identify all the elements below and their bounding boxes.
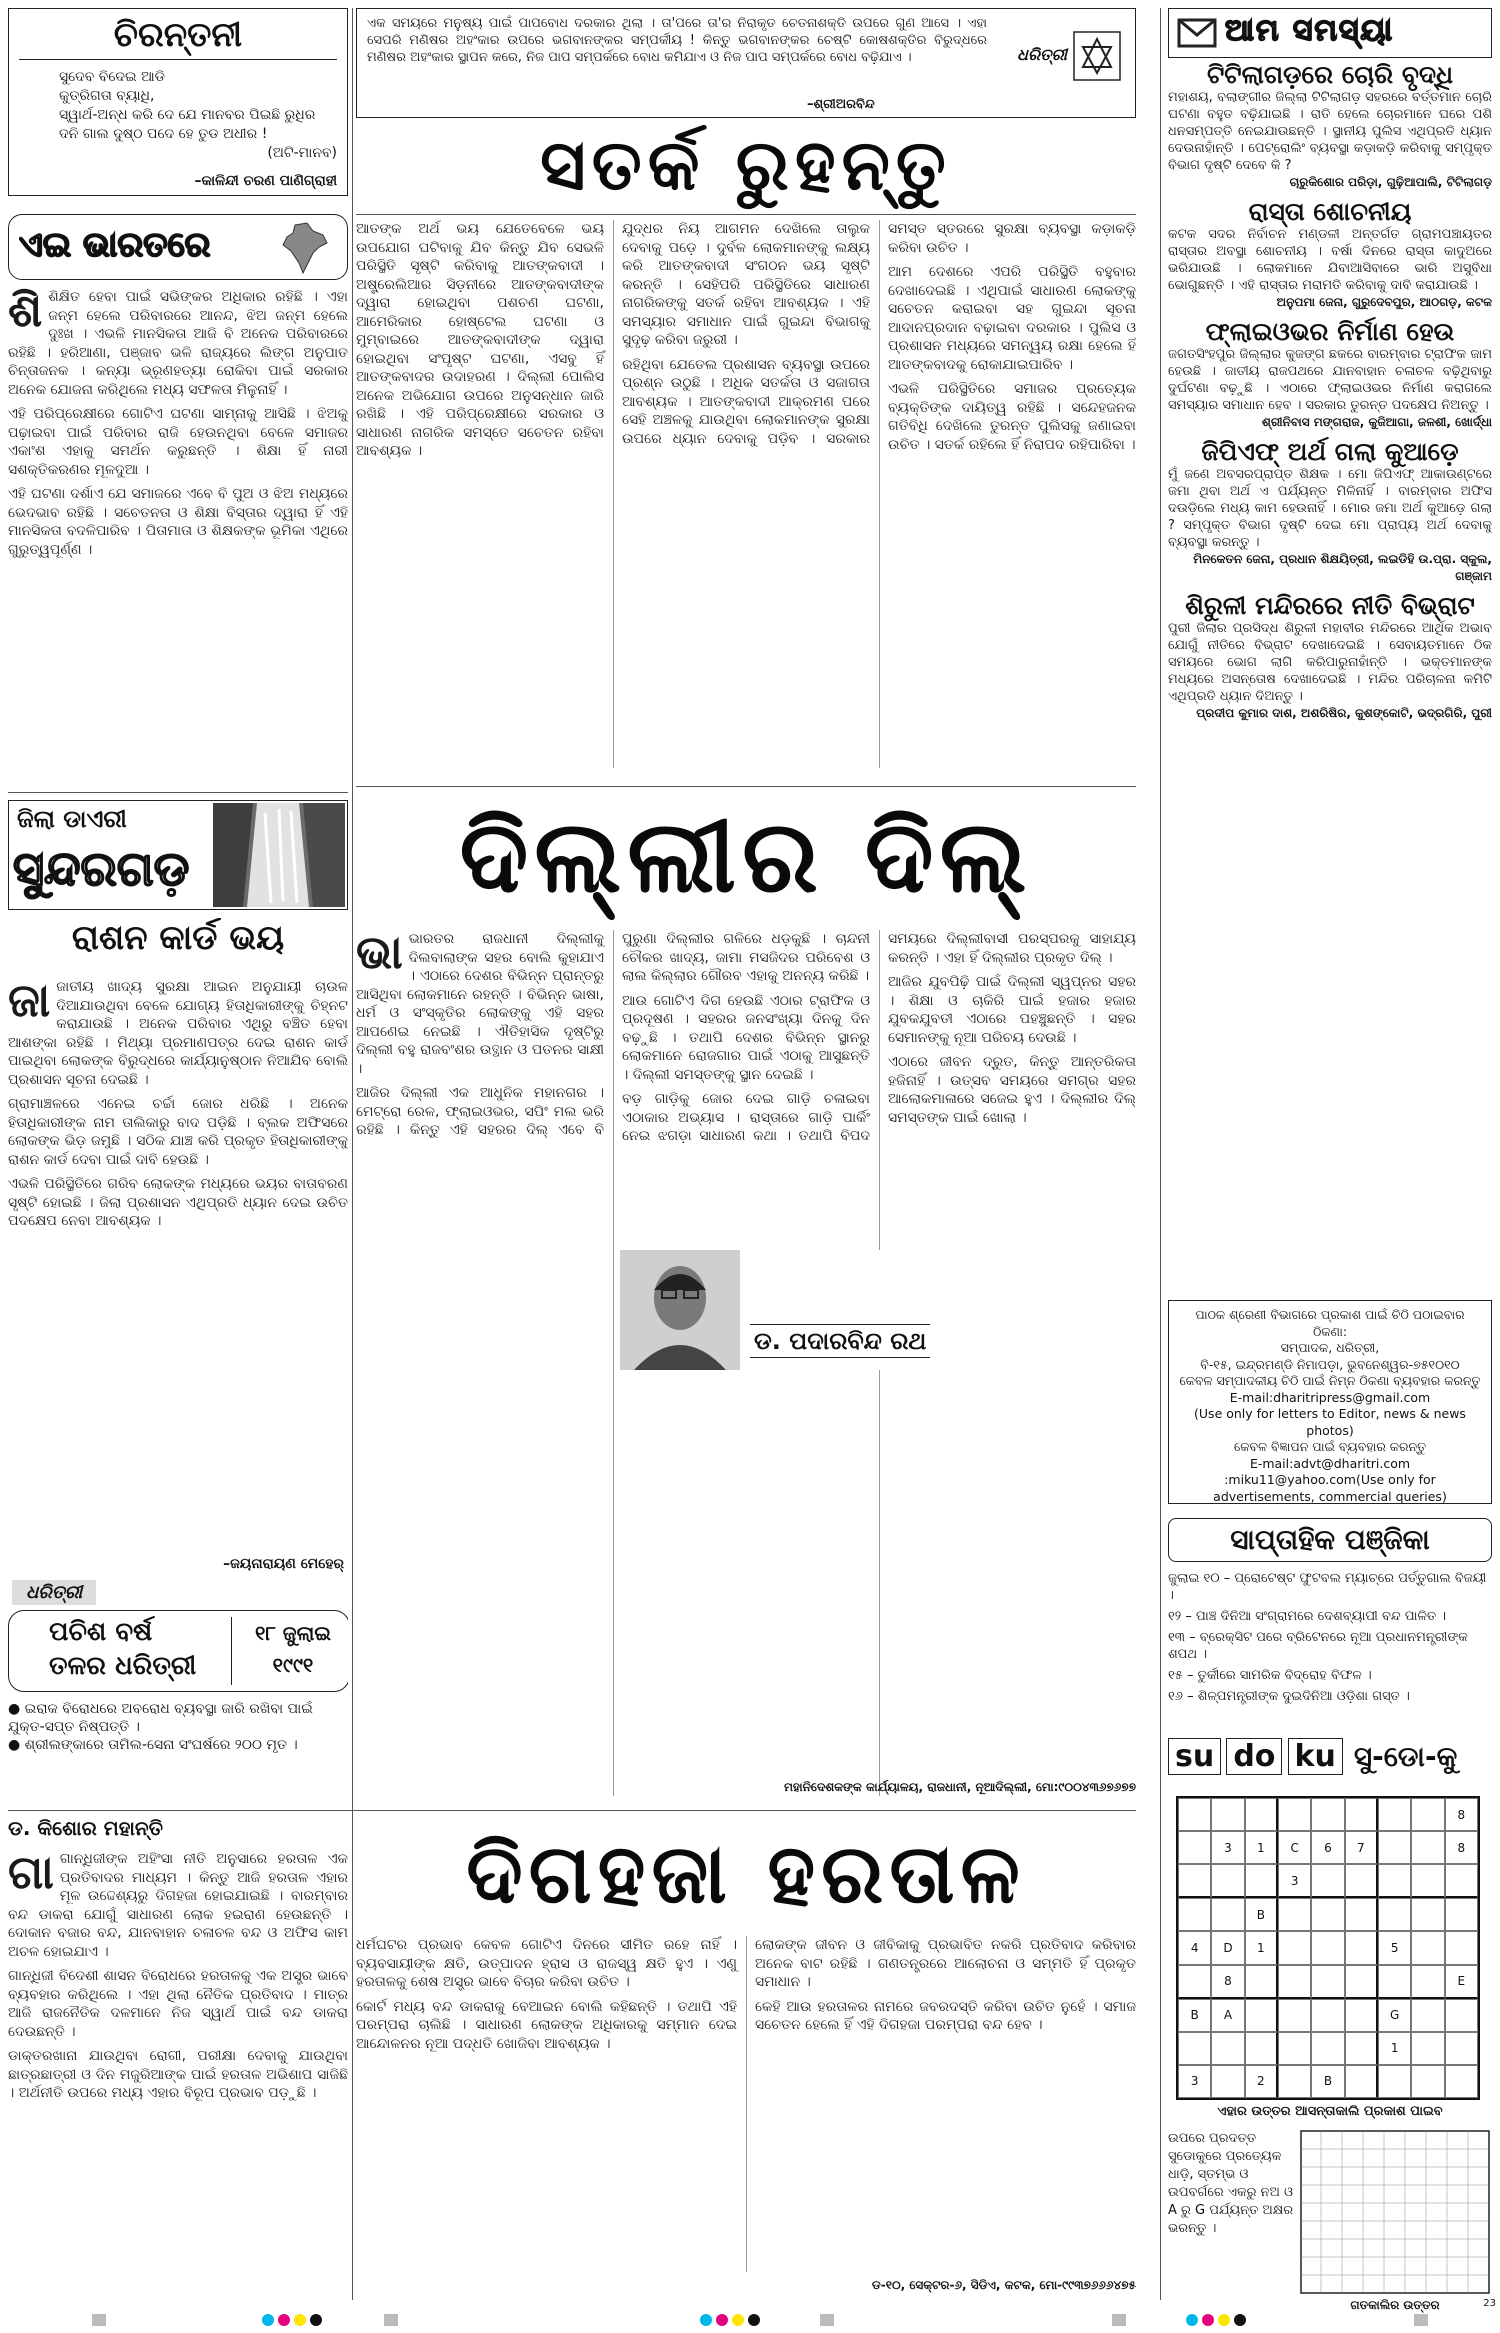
sudoku-cell[interactable] [1411,1864,1444,1898]
sudoku-cell[interactable]: 2 [1245,2065,1278,2098]
letter-title: ଶିରୁଳୀ ମନ୍ଦିରରେ ନୀତି ବିଭ୍ରାଟ [1185,591,1475,620]
sudoku-title [1168,1738,1492,1786]
dilli-paragraph: ଆଉ ଗୋଟିଏ ଦିଗ ହେଉଛି ଏଠାର ଟ୍ରାଫିକ ଓ ପ୍ରଦୂଷଣ । ସହରର ଜନସଂଖ୍ୟା ଦିନକୁ ଦିନ ବଢ଼ୁଛି । ତଥାପି ଦେଶର ବିଭିନ୍ନ ସ୍ଥାନରୁ ଲୋକମାନେ ରୋଜଗାର ପାଇଁ ଏଠାକୁ ଆସୁଛନ୍ତି । ଦିଲ୍ଲୀ ସମସ୍ତଙ୍କୁ ସ୍ଥାନ ଦେଇଛି । [622,992,870,1083]
zilla-district: ସୁନ୍ଦରଗଡ଼ [13,841,190,897]
saptahika-item: ଜୁଲାଇ ୧୦ – ପ୍ରୋଟେଷ୍ଟ ଫୁଟବଲ ମ୍ୟାଚ୍‌ରେ ପର୍ତ୍ତୁଗାଲ ବିଜୟୀ । [1168,1571,1487,1603]
aeebharat-paragraph: ଶିକ୍ଷିତ ହେବା ପାଇଁ ସଭିଙ୍କର ଅଧିକାର ରହିଛି । ଏହା ଜନ୍ମ ହେଲେ ପରିବାରରେ ଆନନ୍ଦ, ଝିଅ ଜନ୍ମ ହେଲେ ଦୁଃଖ । ଏଭଳି ମାନସିକତା ଆଜି ବି ଅନେକ ପରିବାରରେ ରହିଛି । ହରିଆଣା, ପଞ୍ଜାବ ଭଳି ରାଜ୍ୟରେ ଲିଙ୍ଗ ଅନୁପାତ ଚିନ୍ତାଜନକ । କନ୍ୟା ଭ୍ରୂଣହତ୍ୟା ରୋକିବା ପାଇଁ ସରକାର ଅନେକ ଯୋଜନା କରିଥିଲେ ମଧ୍ୟ ସଫଳତା ମିଳୁନାହିଁ । [8,289,348,398]
dilli-paragraph: ଭାରତର ରାଜଧାନୀ ଦିଲ୍ଲୀକୁ ଦିଲବାଲାଙ୍କ ସହର ବୋଲି କୁହାଯାଏ । ଏଠାରେ ଦେଶର ବିଭିନ୍ନ ପ୍ରାନ୍ତରୁ ଆସିଥିବା ଲୋକମାନେ ରହନ୍ତି । ବିଭିନ୍ନ ଭାଷା, ଧର୍ମ ଓ ସଂସ୍କୃତିର ଲୋକଙ୍କୁ ଏହି ସହର ଆପଣେଇ ନେଇଛି । ଐତିହାସିକ ଦୃଷ୍ଟିରୁ ଦିଲ୍ଲୀ ବହୁ ରାଜବଂଶର ଉତ୍ଥାନ ଓ ପତନର ସାକ୍ଷୀ । [356,931,604,1077]
editorial1-paragraph: ଯୁଦ୍ଧର ନିୟ ଆଗମନ ଦେଖିଲେ ତାଲୁକ ଦେବାକୁ ପଡ଼େ । ଦୁର୍ବଳ ଲୋକମାନଙ୍କୁ ଲକ୍ଷ୍ୟ କରି ଆତଙ୍କବାଦୀ ସଂଗଠନ ଭୟ ସୃଷ୍ଟି କରନ୍ତି । ସେହିପରି ପରିସ୍ଥିତିରେ ସାଧାରଣ ନାଗରିକଙ୍କୁ ସତର୍କ ରହିବା ଆବଶ୍ୟକ । ଏହି ସମସ୍ୟାର ସମାଧାନ ପାଇଁ ଗୁଇନ୍ଦା ବିଭାଗକୁ ସୁଦୃଢ଼ କରିବା ଜରୁରୀ । [622,221,870,348]
sudoku-cell[interactable] [1345,1931,1378,1964]
sudoku-cell[interactable] [1311,1864,1344,1898]
letter-text: ଜଗତସିଂହପୁର ଜିଲ୍ଲାର କୁଜଙ୍ଗ ଛକରେ ବାରମ୍ବାର ଟ୍ରାଫିକ ଜାମ ହେଉଛି । ଜାତୀୟ ରାଜପଥରେ ଯାନବାହାନ ଚଳାଚଳ ବଢ଼ିଥିବାରୁ ଦୁର୍ଘଟଣା ବଢ଼ୁଛି । ଏଠାରେ ଫ୍ଲାଇଓଭର ନିର୍ମାଣ କରାଗଲେ ସମସ୍ୟାର ସମାଧାନ ହେବ । ସରକାର ତୁରନ୍ତ ପଦକ୍ଷେପ ନିଅନ୍ତୁ । [1168,347,1492,413]
sudoku-cell[interactable] [1345,1965,1378,1999]
sudoku-cell[interactable] [1311,1798,1344,1831]
poem-source: (ଅଟି-ମାନବ) [267,145,337,161]
sudoku-cell[interactable] [1278,1965,1311,1999]
sudoku-title-do: do [1226,1738,1282,1775]
zilla-paragraph: ଜାତୀୟ ଖାଦ୍ୟ ସୁରକ୍ଷା ଆଇନ ଅନୁଯାୟୀ ଚାଉଳ ଦିଆଯାଉଥିବା ବେଳେ ଯୋଗ୍ୟ ହିତାଧିକାରୀଙ୍କୁ ଚିହ୍ନଟ କରାଯାଉଛି । ଅନେକ ପରିବାର ଏଥିରୁ ବଞ୍ଚିତ ହେବା ଆଶଙ୍କା ରହିଛି । ମିଥ୍ୟା ପ୍ରମାଣପତ୍ର ଦେଇ ରାଶନ କାର୍ଡ ପାଇଥିବା ଲୋକଙ୍କ ବିରୁଦ୍ଧରେ କାର୍ଯ୍ୟାନୁଷ୍ଠାନ ନିଆଯିବ ବୋଲି ପ୍ରଶାସନ ସୂଚନା ଦେଇଛି । [8,979,348,1088]
sudoku-cell[interactable] [1211,2032,1244,2065]
poem-line: ସୁଦେବ ବିଦେଇ ଆଡି [59,69,165,85]
digahaja-paragraph: ଗାନ୍ଧିଜୀ ବିଦେଶୀ ଶାସନ ବିରୋଧରେ ହରତାଳକୁ ଏକ ଅସ୍ତ୍ର ଭାବେ ବ୍ୟବହାର କରିଥିଲେ । ଏହା ଥିଲା ନୈତିକ ପ୍ରତିବାଦ । ମାତ୍ର ଆଜି ରାଜନୈତିକ ଦଳମାନେ ନିଜ ସ୍ୱାର୍ଥ ପାଇଁ ବନ୍ଦ ଡାକରା ଦେଉଛନ୍ତି । [8,1968,348,2040]
saptahika-title: ସାପ୍ତାହିକ ପଞ୍ଜିକା [1230,1523,1430,1556]
dilli-address: ମହାନିଦେଶକଙ୍କ କାର୍ଯ୍ୟାଳୟ, ରାଜଧାନୀ, ନୂଆଦିଲ୍ଲୀ, ମୋ:୯୦୦୪୩୬୭୬୭୭ [783,1780,1136,1794]
contact-line: ପାଠକ ଶ୍ରେଣୀ ବିଭାଗରେ ପ୍ରକାଶ ପାଇଁ ଚିଠି ପଠାଇବାର ଠିକଣା: [1195,1307,1465,1339]
sudoku-cell[interactable]: B [1311,2065,1344,2098]
editorial1-paragraph: ଆମ ଦେଶରେ ଏପରି ପରିସ୍ଥିତି ବହୁବାର ଦେଖାଦେଇଛି । ଏଥିପାଇଁ ସାଧାରଣ ଲୋକଙ୍କୁ ସଚେତନ କରାଇବା ସହ ଗୁଇନ୍ଦା ସୂଚନା ଆଦାନପ୍ରଦାନ ବଢ଼ାଇବା ଦରକାର । ପୁଲିସ ଓ ପ୍ରଶାସନ ମଧ୍ୟରେ ସମନ୍ୱୟ ରକ୍ଷା ହେଲେ ହିଁ ଆତଙ୍କବାଦକୁ ରୋକାଯାଇପାରିବ । [888,264,1136,373]
waterfall-photo [213,803,345,907]
editorial1-body [356,220,1136,768]
dilli-author: ଡ. ପଦାରବିନ୍ଦ ରଥ [750,1324,930,1358]
sudoku-cell[interactable] [1311,1965,1344,1999]
dilli-paragraph: ଆଜିର ଯୁବପିଢ଼ି ପାଇଁ ଦିଲ୍ଲୀ ସ୍ୱପ୍ନର ସହର । ଶିକ୍ଷା ଓ ଚାକିରି ପାଇଁ ହଜାର ହଜାର ଯୁବକଯୁବତୀ ଏଠାରେ ପହଞ୍ଚୁଛନ୍ତି । ସହର ସେମାନଙ୍କୁ ନୂଆ ପରିଚୟ ଦେଉଛି । [888,974,1136,1046]
sudoku-cell[interactable]: 3 [1178,2065,1211,2098]
pachisha-date: ୧୮ ଜୁଲାଇ ୧୯୯୧ [231,1617,348,1685]
zilla-paragraph: ଏଭଳି ପରିସ୍ଥିତିରେ ଗରିବ ଲୋକଙ୍କ ମଧ୍ୟରେ ଭୟର ବାତାବରଣ ସୃଷ୍ଟି ହୋଇଛି । ଜିଲା ପ୍ରଶାସନ ଏଥିପ୍ରତି ଧ୍ୟାନ ଦେଇ ଉଚିତ ପଦକ୍ଷେପ ନେବା ଆବଶ୍ୟକ । [8,1176,348,1229]
letter-title: ରାସ୍ତା ଶୋଚନୀୟ [1248,197,1412,226]
sudoku-title-su: su [1168,1738,1221,1775]
sudoku-cell[interactable] [1378,1898,1411,1931]
saptahika-item: ୧୨ – ପାଞ୍ଚ ଦିନିଆ ସଂଗ୍ରାମରେ ଦେଶବ୍ୟାପୀ ବନ୍ଦ ପାଳିତ । [1168,1609,1447,1624]
sudoku-cell[interactable]: D [1211,1931,1244,1964]
sudoku-cell[interactable] [1445,2065,1478,2098]
editor-email-link[interactable]: E-mail:dharitripress@gmail.com [1229,1389,1431,1405]
digahaja-body-left [8,1850,348,2290]
digahaja-paragraph: କୋର୍ଟ ମଧ୍ୟ ବନ୍ଦ ଡାକରାକୁ ବେଆଇନ ବୋଲି କହିଛନ୍ତି । ତଥାପି ଏହି ପରମ୍ପରା ଚାଲିଛି । ସାଧାରଣ ଲୋକଙ୍କ ଅଧିକାରକୁ ସମ୍ମାନ ଦେଇ ଆନ୍ଦୋଳନର ନୂଆ ପଦ୍ଧତି ଖୋଜିବା ଆବଶ୍ୟକ । [356,1998,737,2052]
sudoku-answer-label: ଗତକାଲିର ଉତ୍ତର [1350,2298,1440,2312]
letter-signature: ଅନୁପମା ଜେନା, ଗୁରୁଦେବପୁର, ଆଠଗଡ଼, କଟକ [1276,295,1492,309]
sudoku-cell[interactable] [1278,1798,1311,1831]
contact-note: (Use only for letters to Editor, news & news photos) [1194,1406,1466,1438]
poem-line: ସ୍ୱାର୍ଥ-ଅନ୍ଧ କରି ଦେ ଯେ ମାନବର ପିଇଛି ରୁଧିର [59,107,316,123]
sudoku-cell[interactable] [1211,2065,1244,2098]
dilli-paragraph: ଆଜିର ଦିଲ୍ଲୀ ଏକ ଆଧୁନିକ ମହାନଗର । ମେଟ୍ରୋ ରେଳ, ଫ୍ଲାଇଓଭର, ସପିଂ ମଲ ଭରି ରହିଛି । କିନ୍ତୁ ଏହି ସହରର ଦିଲ୍ ଏବେ ବି ପୁରୁଣା ଦିଲ୍ଲୀର ଗଳିରେ ଧଡ଼କୁଛି । ଚାନ୍ଦନୀ ଚୌକର ଖାଦ୍ୟ, ଜାମା ମସଜିଦର ପରିବେଶ ଓ ଲାଲ କିଲ୍ଲାର ଗୌରବ ଏହାକୁ ଅନନ୍ୟ କରିଛି । [356,931,870,1138]
dropcap: ଜା [8,978,51,1027]
sudoku-cell[interactable] [1245,1798,1278,1831]
sudoku-cell[interactable]: B [1178,1999,1211,2032]
sudoku-cell[interactable] [1378,1965,1411,1999]
sudoku-cell[interactable] [1211,1864,1244,1898]
sudoku-cell[interactable]: 3 [1211,1831,1244,1864]
letter-text: ମହାଶୟ, ବଲାଙ୍ଗୀର ଜିଲ୍ଲା ଟିଟିଲାଗଡ଼ ସହରରେ ବର୍ତ୍ତମାନ ଚୋରି ଘଟଣା ବହୁତ ବଢ଼ିଯାଇଛି । ରାତି ହେଲେ ଚୋରମାନେ ଘରେ ପଶି ଧନସମ୍ପତ୍ତି ନେଇଯାଉଛନ୍ତି । ସ୍ଥାନୀୟ ପୁଲିସ ଏଥିପ୍ରତି ଧ୍ୟାନ ଦେଉନାହାଁନ୍ତି । ପେଟ୍ରୋଲିଂ ବ୍ୟବସ୍ଥା କଡ଼ାକଡ଼ି କରିବାକୁ ସମ୍ପୃକ୍ତ ବିଭାଗ ଦୃଷ୍ଟି ଦେବେ କି ? [1168,90,1492,173]
sudoku-cell[interactable]: 8 [1211,1965,1244,1999]
digahaja-address: ଡ-୧୦, ସେକ୍ଟର-୬, ସିଡିଏ, କଟକ, ମୋ-୯୯୩୭୬୬୬୪୭୫ [871,2278,1136,2292]
sudoku-cell[interactable] [1411,1965,1444,1999]
sudoku-cell[interactable] [1178,1965,1211,1999]
sudoku-cell[interactable] [1378,2065,1411,2098]
sudoku-cell[interactable]: 1 [1245,1831,1278,1864]
sudoku-cell[interactable]: 4 [1178,1931,1211,1964]
digahaja-paragraph: ଗାନ୍ଧିଜୀଙ୍କ ଅହିଂସା ନୀତି ଅନୁସାରେ ହରତାଳ ଏକ ପ୍ରତିବାଦର ମାଧ୍ୟମ । କିନ୍ତୁ ଆଜି ହରତାଳ ଏହାର ମୂଳ ଉଦ୍ଦେଶ୍ୟରୁ ଦିଗହଜା ହୋଇଯାଇଛି । ବାରମ୍ବାର ବନ୍ଦ ଡାକରା ଯୋଗୁଁ ସାଧାରଣ ଲୋକ ହଇରାଣ ହେଉଛନ୍ତି । ଦୋକାନ ବଜାର ବନ୍ଦ, ଯାନବାହାନ ଚଳାଚଳ ବନ୍ଦ ଓ ଅଫିସ କାମ ଅଚଳ ହୋଇଯାଏ । [8,1851,348,1960]
digahaja-paragraph: ଡାକ୍ତରଖାନା ଯାଉଥିବା ରୋଗୀ, ପରୀକ୍ଷା ଦେବାକୁ ଯାଉଥିବା ଛାତ୍ରଛାତ୍ରୀ ଓ ଦିନ ମଜୁରିଆଙ୍କ ପାଇଁ ହରତାଳ ଅଭିଶାପ ସାଜିଛି । ଅର୍ଥନୀତି ଉପରେ ମଧ୍ୟ ଏହାର ବିରୂପ ପ୍ରଭାବ ପଡ଼ୁଛି । [8,2048,348,2101]
sudoku-cell[interactable] [1278,2032,1311,2065]
saptahika-item: ୧୩ – ବ୍ରେକ୍ସିଟ ପରେ ବ୍ରିଟେନରେ ନୂଆ ପ୍ରଧାନମନ୍ତ୍ରୀଙ୍କ ଶପଥ । [1168,1630,1468,1662]
masthead-logo: ଧରିତ୍ରୀ [1017,45,1067,64]
digahaja-author: ଡ. କିଶୋର ମହାନ୍ତି [8,1816,163,1840]
editorial1-paragraph: ରହିଥିବା ଯେତେଲ ପ୍ରଶାସନ ବ୍ୟବସ୍ଥା ଉପରେ ପ୍ରଶ୍ନ ଉଠୁଛି । ଅଧିକ ସତର୍କତା ଓ ସଜାଗତା ଆବଶ୍ୟକ । ଆତଙ୍କବାଦୀ ଆକ୍ରମଣ ପରେ ସେହି ଅଞ୍ଚଳକୁ ଯାଉଥିବା ଲୋକମାନଙ୍କ ସୁରକ୍ଷା ଉପରେ ଧ୍ୟାନ ଦେବାକୁ ପଡ଼ିବ । ସରକାର ସମସ୍ତ ସ୍ତରରେ ସୁରକ୍ଷା ବ୍ୟବସ୍ଥା କଡ଼ାକଡ଼ି କରିବା ଉଚିତ । [622,221,1136,447]
sudoku-cell[interactable] [1311,2032,1344,2065]
sudoku-cell[interactable]: 7 [1345,1831,1378,1864]
letter-signature: ପ୍ରଦୀପ କୁମାର ଦାଶ, ଅଶରିଷିର, କୁଶଙ୍କୋଟି, ଭଦ୍ରଗିରି, ପୁରୀ [1196,706,1492,720]
dilli-author-box [620,1250,980,1370]
dilli-title: ଦିଲ୍ଲୀର ଦିଲ୍ [459,798,1033,915]
sudoku-cell[interactable] [1211,1798,1244,1831]
india-map-icon [277,221,331,275]
sudoku-cell[interactable] [1311,1999,1344,2032]
letter-title: ଜିପିଏଫ୍ ଅର୍ଥ ଗଲା କୁଆଡ଼େ [1201,437,1459,466]
sudoku-cell[interactable] [1445,1999,1478,2032]
sudoku-cell[interactable] [1311,1898,1344,1931]
aeebharat-paragraph: ଏହି ପରିପ୍ରେକ୍ଷୀରେ ଗୋଟିଏ ଘଟଣା ସାମ୍ନାକୁ ଆସିଛି । ଝିଅକୁ ପଢ଼ାଇବା ପାଇଁ ପରିବାର ରାଜି ହେଉନଥିବା ବେଳେ ସମାଜର ଏକାଂଶ ଏହାକୁ ସମର୍ଥନ କରୁଛନ୍ତି । ଶିକ୍ଷା ହିଁ ନାରୀ ସଶକ୍ତିକରଣର ମୂଳଦୁଆ । [8,406,348,478]
aeebharat-paragraph: ଏହି ଘଟଣା ଦର୍ଶାଏ ଯେ ସମାଜରେ ଏବେ ବି ପୁଅ ଓ ଝିଅ ମଧ୍ୟରେ ଭେଦଭାବ ରହିଛି । ସଚେତନତା ଓ ଶିକ୍ଷା ବିସ୍ତାର ଦ୍ୱାରା ହିଁ ଏହି ମାନସିକତା ବଦଳିପାରିବ । ପିତାମାତା ଓ ଶିକ୍ଷକଙ୍କ ଭୂମିକା ଏଥିରେ ଗୁରୁତ୍ୱପୂର୍ଣ୍ଣ । [8,486,348,558]
sudoku-cell[interactable] [1445,2032,1478,2065]
poet-name: –କାଳିନ୍ଦୀ ଚରଣ ପାଣିଗ୍ରାହୀ [194,173,337,189]
digahaja-body-right [356,1936,1136,2272]
ama-samasya-title: ଆମ ସମସ୍ୟା [1225,13,1395,48]
sudoku-cell[interactable] [1178,1864,1211,1898]
ama-samasya-header [1168,8,1492,58]
sudoku-cell[interactable] [1411,1931,1444,1964]
advt-email-link[interactable]: E-mail:advt@dharitri.com [1249,1455,1411,1471]
contact-line: ବି-୧୫, ଇନ୍ଦ୍ରମଣ୍ଡି ନିମାପଡ଼ା, ଭୁବନେଶ୍ୱର-୭୫୧୦୧୦ [1200,1356,1460,1372]
sudoku-cell[interactable] [1378,1864,1411,1898]
zilla-label: ଜିଲା ଡାଏରୀ [17,805,127,833]
sudoku-cell[interactable]: 6 [1311,1831,1344,1864]
sudoku-cell[interactable]: E [1445,1965,1478,1999]
quote-text: ଏକ ସମୟରେ ମନୁଷ୍ୟ ପାଇଁ ପାପବୋଧ ଦରକାର ଥିଲା । ତା'ପରେ ତା'ର ନିରାକୃତ ଚେତନାଶକ୍ତି ଉପରେ ଗୁଣ ଆସେ । ଏହା ସେପରି ମଣିଷର ଅହଂକାର ଉପରେ ଭଗବାନଙ୍କର ସମ୍ପର୍କୀୟ ! କିନ୍ତୁ ଭଗବାନଙ୍କର ଚେଷ୍ଟି କୋଷଶକ୍ତିର ବିରୁଦ୍ଧରେ ମଣିଷର ଅହଂକାର ସ୍ଥାପନ କରେ, ନିଜ ପାପ ସମ୍ପର୍କରେ ବୋଧ କମିଯାଏ ଓ ନିଜ ପାପ ସମ୍ପର୍କରେ ବୋଧ ବଢ଼ିଯାଏ । [367,16,987,65]
sudoku-cell[interactable] [1445,1864,1478,1898]
sudoku-cell[interactable] [1445,1931,1478,1964]
sudoku-title-ku: ku [1288,1738,1343,1775]
saptahika-item: ୧୬ – ଶିଳ୍ପମନ୍ତ୍ରୀଙ୍କ ଦୁଇଦିନିଆ ଓଡ଼ିଶା ଗସ୍ତ । [1168,1689,1410,1704]
pachisha-item: ● ଶ୍ରୀଲଙ୍କାରେ ତାମିଲ-ସେନା ସଂଘର୍ଷରେ ୨୦୦ ମୃତ । [8,1737,298,1753]
digahaja-paragraph: ଧର୍ମଘଟର ପ୍ରଭାବ କେବଳ ଗୋଟିଏ ଦିନରେ ସୀମିତ ରହେ ନାହିଁ । ବ୍ୟବସାୟୀଙ୍କ କ୍ଷତି, ଉତ୍ପାଦନ ହ୍ରାସ ଓ ରାଜସ୍ୱ କ୍ଷତି ହୁଏ । ଏଣୁ ହରତାଳକୁ ଶେଷ ଅସ୍ତ୍ର ଭାବେ ବିଚାର କରିବା ଉଚିତ । [356,1937,737,1990]
sudoku-cell[interactable] [1411,1798,1444,1831]
letter-signature: ଚାରୁକିଶୋର ପରିଡ଼ା, ଗୁଢ଼ିଆପାଲି, ଟିଟିଲାଗଡ଼ [1289,175,1492,189]
sudoku-cell[interactable] [1345,2065,1378,2098]
star-emblem-icon [1073,31,1121,81]
sudoku-cell[interactable] [1345,1898,1378,1931]
aeebharat-title: ଏଇ ଭାରତରେ [19,225,211,265]
zilla-header [8,800,348,910]
sudoku-cell[interactable] [1278,1931,1311,1964]
dilli-paragraph: ବଡ଼ ଗାଡ଼ିକୁ ଜୋର ଦେଇ ଗାଡ଼ି ଚଳାଇବା ଏଠାକାର ଅଭ୍ୟାସ । ରାସ୍ତାରେ ଗାଡ଼ି ପାର୍କିଂ ନେଇ ଝଗଡ଼ା ସାଧାରଣ କଥା । ତଥାପି ବିପଦ ସମୟରେ ଦିଲ୍ଲୀବାସୀ ପରସ୍ପରକୁ ସାହାଯ୍ୟ କରନ୍ତି । ଏହା ହିଁ ଦିଲ୍ଲୀର ପ୍ରକୃତ ଦିଲ୍ । [622,931,1136,1144]
dropcap: ଶି [8,288,43,337]
sudoku-cell[interactable]: B [1245,1898,1278,1931]
zilla-author: –ଜୟନାରାୟଣ ମେହେର୍ [223,1556,344,1572]
sudoku-cell[interactable] [1245,2032,1278,2065]
editorial1-paragraph: ଆତଙ୍କ ଅର୍ଥ ଭୟ ଯେତେବେଳେ ଭୟ ଉପଯୋଗ ଘଟିବାକୁ ଯିବ କିନ୍ତୁ ଯିବ ସେଭଳି ପରିସ୍ଥିତି ସୃଷ୍ଟି କରିବାକୁ ଆତଙ୍କବାଦୀ । ଅଷ୍ଟ୍ରେଲିଆର ସିଡ଼ନୀରେ ଆତଙ୍କବାଦୀଙ୍କ ଦ୍ୱାରା ହୋଇଥିବା ପଶଚଣ ଘଟଣା, ଆମେରିକାର ହୋଷ୍ଟେଲ ଘଟଣା ଓ ମୁମ୍ବାଇରେ ଆତଙ୍କବାଦୀଙ୍କ ଦ୍ୱାରା ହୋଇଥିବା ସଂପୃଷ୍ଟ ଘଟଣା, ଏସବୁ ହିଁ ଆତଙ୍କବାଦର ଉଦାହରଣ । ଦିଲ୍ଲୀ ପୋଲିସ ଅନେକ ଅଭିଯୋଗ ଉପରେ ଅନୁସନ୍ଧାନ ଜାରି ରଖିଛି । ଏହି ପରିପ୍ରେକ୍ଷୀରେ ସରକାର ଓ ସାଧାରଣ ନାଗରିକ ସମସ୍ତେ ସଚେତନ ରହିବା ଆବଶ୍ୟକ । [356,221,604,459]
sudoku-cell[interactable] [1278,2065,1311,2098]
author-photo [620,1250,740,1370]
sudoku-cell[interactable] [1178,2032,1211,2065]
letter-signature: ଶ୍ରୀନିବାସ ମଙ୍ଗରାଜ, କୁଜିଆଗା, ଜଳଶୀ, ଖୋର୍ଦ୍ଧା [1261,415,1492,429]
poem-line: କୁତ୍ରିଗତା ବ୍ୟାଧି, [59,88,155,104]
editorial1-title: ସତର୍କ ରୁହନ୍ତୁ [540,124,952,206]
sudoku-cell[interactable]: 8 [1445,1798,1478,1831]
sudoku-cell[interactable] [1278,1898,1311,1931]
contact-box [1168,1300,1492,1504]
yahoo-email-link[interactable]: :miku11@yahoo.com(Use only for advertisements, commercial queries) [1213,1472,1447,1504]
letter-text: ପୁରୀ ଜିଲାର ପ୍ରସିଦ୍ଧ ଶିରୁଳୀ ମହାବୀର ମନ୍ଦିରରେ ଆର୍ଥିକ ଅଭାବ ଯୋଗୁଁ ନୀତିରେ ବିଭ୍ରାଟ ଦେଖାଦେଇଛି । ସେବାୟତମାନେ ଠିକ ସମୟରେ ଭୋଗ ଲାଗି କରିପାରୁନାହାଁନ୍ତି । ଭକ୍ତମାନଙ୍କ ମଧ୍ୟରେ ଅସନ୍ତୋଷ ଦେଖାଦେଇଛି । ମନ୍ଦିର ପରିଚାଳନା କମିଟି ଏଥିପ୍ରତି ଧ୍ୟାନ ଦିଅନ୍ତୁ । [1168,621,1492,704]
zilla-title: ରାଶନ କାର୍ଡ ଭୟ [71,918,285,958]
sudoku-cell[interactable]: G [1378,1999,1411,2032]
saptahika-item: ୧୫ – ତୁର୍କୀରେ ସାମରିକ ବିଦ୍ରୋହ ବିଫଳ । [1168,1668,1372,1683]
sudoku-cell[interactable]: A [1211,1999,1244,2032]
editorial1-paragraph: ଏଭଳି ପରିସ୍ଥିତିରେ ସମାଜର ପ୍ରତ୍ୟେକ ବ୍ୟକ୍ତିଙ୍କ ଦାୟିତ୍ୱ ରହିଛି । ସନ୍ଦେହଜନକ ଗତିବିଧି ଦେଖିଲେ ତୁରନ୍ତ ପୁଲିସକୁ ଜଣାଇବା ଉଚିତ । ସତର୍କ ରହିଲେ ହିଁ ନିରାପଦ ରହିପାରିବା । [888,381,1136,453]
contact-line: କେବଳ ସମ୍ପାଦକୀୟ ଚିଠି ପାଇଁ ନିମ୍ନ ଠିକଣା ବ୍ୟବହାର କରନ୍ତୁ [1179,1373,1481,1388]
aeebharat-header [8,214,348,280]
poem-line: ଦନି ଗାଲ ଦୁଷ୍ଠ ପଦେ ହେ ତୁଡ ଅଧୀର ! [59,126,268,142]
sudoku-cell[interactable]: 1 [1378,2032,1411,2065]
digahaja-paragraph: କେହି ଆଉ ହରତାଳର ନାମରେ ଜବରଦସ୍ତି କରିବା ଉଚିତ ନୁହେଁ । ସମାଜ ସଚେତନ ହେଲେ ହିଁ ଏହି ଦିଗହଜା ପରମ୍ପରା ବନ୍ଦ ହେବ । [755,1998,1136,2033]
digahaja-paragraph: ଲୋକଙ୍କ ଜୀବନ ଓ ଜୀବିକାକୁ ପ୍ରଭାବିତ ନକରି ପ୍ରତିବାଦ କରିବାର ଅନେକ ବାଟ ରହିଛି । ଗଣତନ୍ତ୍ରରେ ଆଲୋଚନା ଓ ସମ୍ମତି ହିଁ ପ୍ରକୃତ ସମାଧାନ । [755,1937,1136,1990]
sudoku-cell[interactable] [1178,1798,1211,1831]
letter-title: ଫ୍ଲାଇଓଭର ନିର୍ମାଣ ହେଉ [1205,317,1455,346]
sudoku-cell[interactable] [1411,2032,1444,2065]
sudoku-cell[interactable] [1411,2065,1444,2098]
contact-line: ସମ୍ପାଦକ, ଧରିତ୍ରୀ, [1280,1340,1380,1355]
sudoku-cell[interactable] [1411,1831,1444,1864]
dilli-paragraph: ଏଠାରେ ଜୀବନ ଦ୍ରୁତ, କିନ୍ତୁ ଆନ୍ତରିକତା ହଜିନାହିଁ । ଉତ୍ସବ ସମୟରେ ସମଗ୍ର ସହର ଆଲୋକମାଳାରେ ସଜେଇ ହୁଏ । ଦିଲ୍ଲୀର ଦିଲ୍ ସମସ୍ତଙ୍କ ପାଇଁ ଖୋଲା । [888,1054,1136,1126]
contact-line: କେବଳ ବିଜ୍ଞାପନ ପାଇଁ ବ୍ୟବହାର କରନ୍ତୁ [1233,1439,1427,1454]
sudoku-cell[interactable] [1345,2032,1378,2065]
sudoku-cell[interactable]: 8 [1445,1831,1478,1864]
sudoku-cell[interactable] [1311,1931,1344,1964]
letter-signature: ମିନକେତନ ଜେନା, ପ୍ରଧାନ ଶିକ୍ଷୟିତ୍ରୀ, ଲଇଡିହି ଉ.ପ୍ରା. ସ୍କୁଲ, ଗଞ୍ଜାମ [1193,552,1492,583]
sudoku-cell[interactable]: 5 [1378,1931,1411,1964]
chirantani-box [8,8,348,196]
sudoku-title-odia: ସୁ-ଡୋ-କୁ [1353,1740,1458,1773]
letters-column [1168,62,1492,1272]
sudoku-cell[interactable] [1378,1798,1411,1831]
chirantani-title: ଚିରନ୍ତନୀ [19,15,337,60]
sudoku-cell[interactable] [1345,1999,1378,2032]
aeebharat-body [8,288,348,784]
sudoku-cell[interactable]: 3 [1278,1864,1311,1898]
dropcap: ଭା [356,930,403,979]
sudoku-cell[interactable] [1345,1864,1378,1898]
zilla-body [8,978,348,1552]
sudoku-cell[interactable] [1411,1999,1444,2032]
quote-box [356,8,1136,118]
saptahika-header [1168,1518,1492,1562]
pachisha-box [8,1580,348,1800]
sudoku-cell[interactable]: 1 [1245,1931,1278,1964]
page-number: 23 [1483,2298,1496,2309]
sudoku-grid [1176,1796,1480,2100]
sudoku-footer: ଏହାର ଉତ୍ତର ଆସନ୍ତାକାଲି ପ୍ରକାଶ ପାଇବ [1217,2104,1443,2119]
dropcap: ଗା [8,1850,54,1899]
sudoku-cell[interactable] [1345,1798,1378,1831]
envelope-icon [1177,17,1217,49]
sudoku-cell[interactable]: C [1278,1831,1311,1864]
digahaja-title: ଦିଗହଜା ହରତାଳ [466,1827,1026,1922]
sudoku-cell[interactable] [1211,1898,1244,1931]
sudoku-cell[interactable] [1245,1999,1278,2032]
sudoku-cell[interactable] [1245,1864,1278,1898]
letter-title: ଟିଟିଲାଗଡ଼ରେ ଚୋରି ବୃଦ୍ଧି [1206,62,1454,89]
sudoku-cell[interactable] [1245,1965,1278,1999]
sudoku-rules: ଉପରେ ପ୍ରଦତ୍ତ ସୁଡୋକୁରେ ପ୍ରତ୍ୟେକ ଧାଡ଼ି, ସ୍ତମ୍ଭ ଓ ଉପବର୍ଗରେ ଏକରୁ ନଅ ଓ A ରୁ G ପର୍ଯ୍ୟନ୍ତ ଅକ୍ଷର ଭରନ୍ତୁ । [1168,2131,1294,2236]
sudoku-cell[interactable] [1178,1831,1211,1864]
letter-text: ମୁଁ ଜଣେ ଅବସରପ୍ରାପ୍ତ ଶିକ୍ଷକ । ମୋ ଜିପିଏଫ୍ ଆକାଉଣ୍ଟରେ ଜମା ଥିବା ଅର୍ଥ ଏ ପର୍ଯ୍ୟନ୍ତ ମିଳିନାହିଁ । ବାରମ୍ବାର ଅଫିସ ଦଉଡ଼ିଲେ ମଧ୍ୟ କାମ ହେଉନାହିଁ । ମୋର ଜମା ଅର୍ଥ କୁଆଡ଼େ ଗଲା ? ସମ୍ପୃକ୍ତ ବିଭାଗ ଦୃଷ୍ଟି ଦେଇ ମୋ ପ୍ରାପ୍ୟ ଅର୍ଥ ଦେବାକୁ ବ୍ୟବସ୍ଥା କରନ୍ତୁ । [1168,467,1492,550]
pachisha-title1: ପଚିଶ ବର୍ଷ [49,1617,153,1647]
saptahika-list [1168,1570,1492,1730]
quote-author: –ଶ୍ରୀଅରବିନ୍ଦ [807,97,875,112]
sudoku-answer-grid [1300,2130,1490,2294]
sudoku-cell[interactable] [1178,1898,1211,1931]
sudoku-cell[interactable] [1411,1898,1444,1931]
pachisha-logo: ଧରିତ୍ରୀ [12,1580,96,1605]
sudoku-cell[interactable] [1378,1831,1411,1864]
pachisha-title2: ତଳର ଧରିତ୍ରୀ [49,1651,197,1681]
pachisha-item: ● ଇରାକ ବିରୋଧରେ ଅବରୋଧ ବ୍ୟବସ୍ଥା ଜାରି ରଖିବା ପାଇଁ ଯୁକ୍ତ-ସପ୍ତ ନିଷ୍ପତ୍ତି । [8,1701,313,1735]
sudoku-cell[interactable] [1278,1999,1311,2032]
letter-text: କଟକ ସଦର ନିର୍ବାଚନ ମଣ୍ଡଳୀ ଅନ୍ତର୍ଗତ ଗ୍ରାମପଞ୍ଚାୟତର ରାସ୍ତାର ଅବସ୍ଥା ଶୋଚନୀୟ । ବର୍ଷା ଦିନରେ ରାସ୍ତା କାଦୁଅରେ ଭରିଯାଉଛି । ଲୋକମାନେ ଯିବାଆସିବାରେ ଭାରି ଅସୁବିଧା ଭୋଗୁଛନ୍ତି । ଏହି ରାସ୍ତାର ମରାମତି କରିବାକୁ ଦାବି କରାଯାଉଛି । [1168,227,1492,293]
zilla-paragraph: ଗ୍ରାମାଞ୍ଚଳରେ ଏନେଇ ଚର୍ଚ୍ଚା ଜୋର ଧରିଛି । ଅନେକ ହିତାଧିକାରୀଙ୍କ ନାମ ତାଲିକାରୁ ବାଦ ପଡ଼ିଛି । ବ୍ଲକ ଅଫିସରେ ଲୋକଙ୍କ ଭିଡ଼ ଜମୁଛି । ସଠିକ ଯାଞ୍ଚ କରି ପ୍ରକୃତ ହିତାଧିକାରୀଙ୍କୁ ରାଶନ କାର୍ଡ ଦେବା ପାଇଁ ଦାବି ହେଉଛି । [8,1096,348,1168]
sudoku-cell[interactable] [1445,1898,1478,1931]
